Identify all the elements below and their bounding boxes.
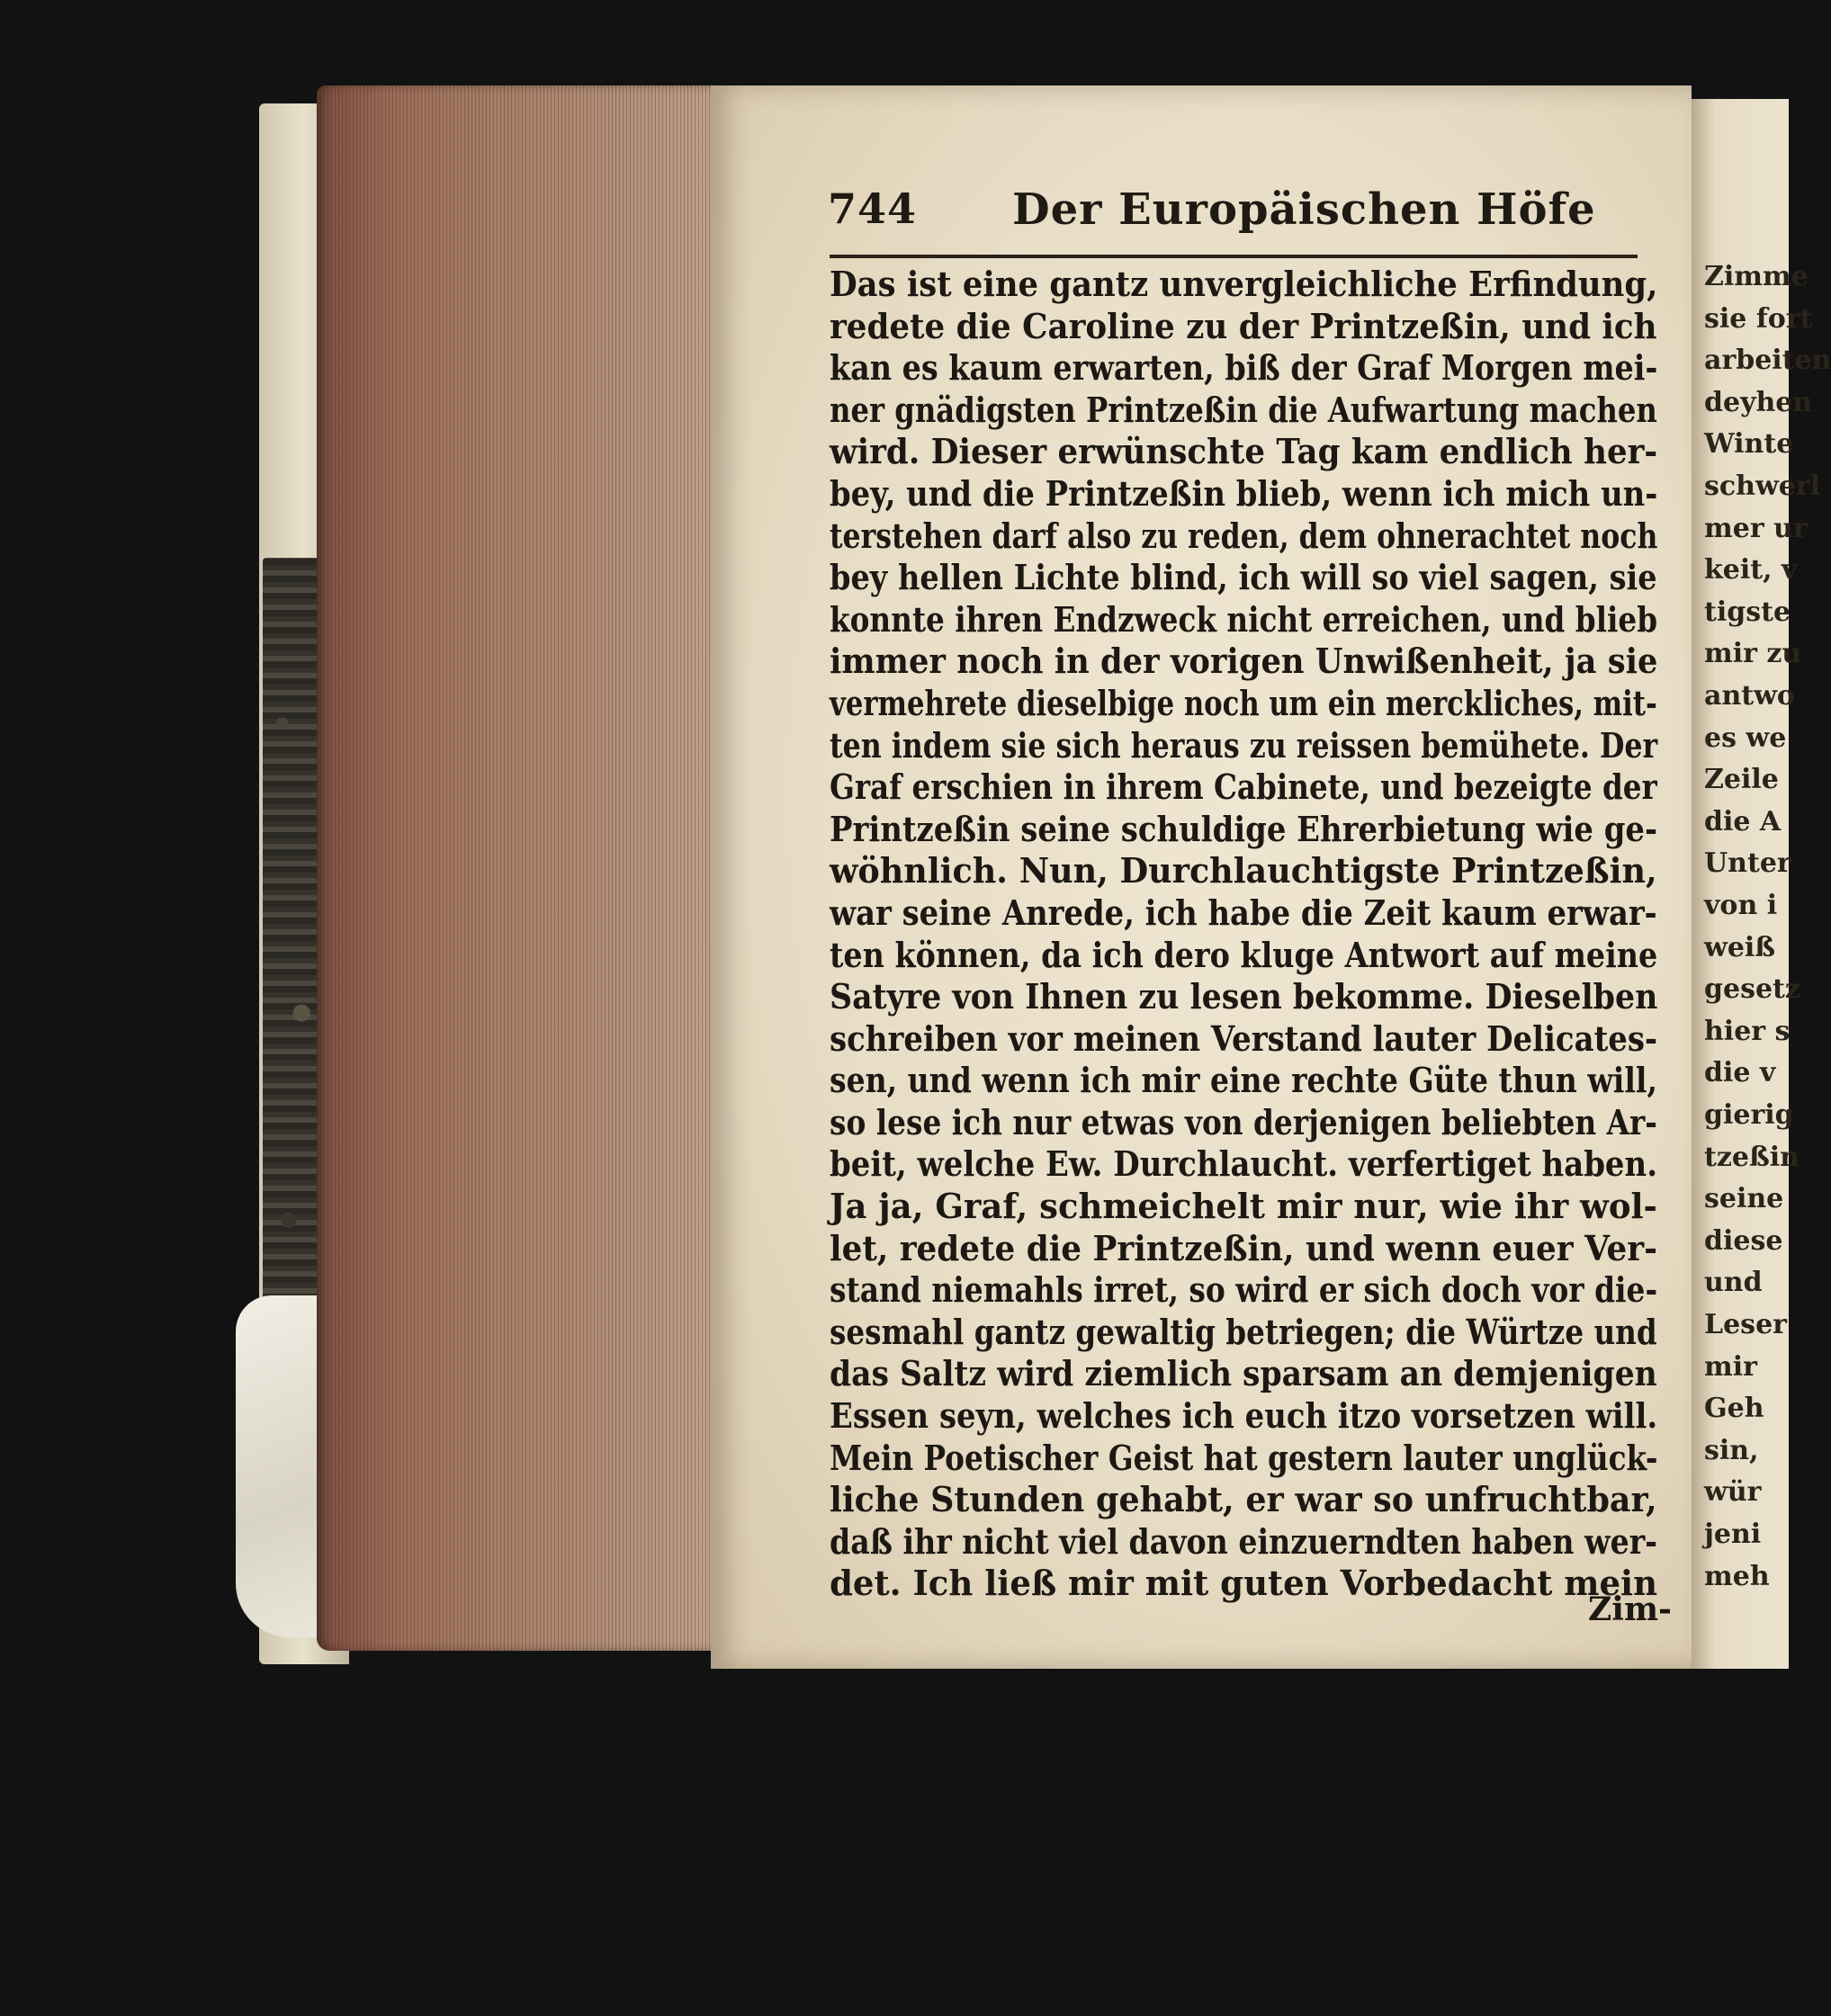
facing-page-line: mer ur [1704,512,1808,544]
facing-page-line: keit, v [1704,554,1798,587]
facing-page-line: Zimme [1704,261,1809,292]
text-line: ten können, da ich dero kluge Antwort auf meine [830,934,1658,975]
running-head [828,184,1638,242]
facing-page-line: mir [1704,1350,1757,1383]
text-line: Mein Poetischer Geist hat gestern lauter unglück- [830,1437,1658,1478]
facing-page-line: meh [1704,1560,1770,1592]
facing-page-line: antwo [1704,680,1795,712]
text-line: beit, welche Ew. Durchlaucht. verfertiget haben. [830,1143,1658,1185]
text-line: das Saltz wird ziemlich sparsam an demjenigen [830,1353,1657,1394]
facing-page-line: tigste [1704,596,1791,628]
facing-page-line: die A [1704,805,1782,838]
text-line: det. Ich ließ mir mit guten Vorbedacht mein [830,1563,1658,1604]
text-line: konnte ihren Endzweck nicht erreichen, und blieb [830,598,1658,640]
facing-page-line: tzeßin [1704,1141,1800,1173]
facing-page-line: deyhen [1704,386,1813,418]
text-line: Printzeßin seine schuldige Ehrerbietung wie ge- [830,808,1658,849]
facing-page-line: und [1704,1267,1763,1299]
facing-page-line: Winte [1704,428,1794,461]
facing-page-line: schwerl [1704,470,1821,502]
facing-page-line: Geh [1704,1393,1764,1425]
text-line: Graf erschien in ihrem Cabinete, und bezeigte der [830,766,1657,808]
running-head-title: Der Europäischen Höfe [1012,184,1596,235]
facing-page-line: sie fort [1704,302,1813,335]
text-line: liche Stunden gehabt, er war so unfruchtbar, [830,1479,1657,1520]
catchword: Zim- [1588,1590,1672,1628]
text-line: war seine Anrede, ich habe die Zeit kaum erwar- [830,892,1657,933]
facing-page-line: die v [1704,1057,1776,1089]
facing-page-line: es we [1704,721,1787,754]
text-line: redete die Caroline zu der Printzeßin, und ich [830,305,1657,346]
text-line: let, redete die Printzeßin, und wenn euer Ver- [830,1227,1657,1268]
text-line: terstehen darf also zu reden, dem ohnerachtet noch [830,515,1658,556]
text-line: vermehrete dieselbige noch um ein merckliches, mit- [830,682,1657,723]
facing-page-line: von i [1704,890,1778,921]
body-text [830,264,1657,1605]
facing-page-line: mir zu [1704,638,1802,670]
facing-page-line: hier s [1704,1015,1791,1047]
text-line: Ja ja, Graf, schmeichelt mir nur, wie ihr wol- [830,1186,1657,1227]
facing-page-line: gesetz [1704,973,1800,1006]
text-line: wird. Dieser erwünschte Tag kam endlich her- [830,431,1658,472]
text-line: daß ihr nicht viel davon einzuerndten haben wer- [830,1520,1658,1562]
text-line: ten indem sie sich heraus zu reissen bemühete. Der [830,724,1658,766]
text-line: sen, und wenn ich mir eine rechte Güte thun will, [830,1060,1657,1101]
facing-page-line: diese [1704,1224,1783,1257]
page-block-edge [317,85,731,1651]
facing-page-line: Unter [1704,847,1791,880]
facing-page-fragment [1692,99,1831,1669]
facing-page-line: gierig [1704,1099,1794,1131]
text-line: so lese ich nur etwas von derjenigen beliebten Ar- [830,1101,1657,1142]
facing-page-line: arbeiten [1704,345,1831,377]
text-line: Essen seyn, welches ich euch itzo vorsetzen will. [830,1395,1658,1437]
facing-page-line: wür [1704,1476,1762,1509]
header-rule [830,255,1638,258]
text-line: Satyre von Ihnen zu lesen bekomme. Dieselben [830,976,1658,1017]
text-line: immer noch in der vorigen Unwißenheit, ja sie [830,641,1658,682]
text-line: sesmahl gantz gewaltig betriegen; die Würtze und [830,1311,1657,1352]
text-line: kan es kaum erwarten, biß der Graf Morgen mei- [830,347,1658,389]
text-line: schreiben vor meinen Verstand lauter Delicates- [830,1017,1658,1059]
text-line: wöhnlich. Nun, Durchlauchtigste Printzeßin, [830,850,1657,892]
text-line: bey, und die Printzeßin blieb, wenn ich mich un- [830,472,1658,514]
text-line: stand niemahls irret, so wird er sich doch vor die- [830,1269,1658,1311]
text-line: ner gnädigsten Printzeßin die Aufwartung machen [830,389,1657,430]
facing-page-line: sin, [1704,1434,1759,1466]
text-line: bey hellen Lichte blind, ich will so viel sagen, sie [830,557,1657,598]
text-line: Das ist eine gantz unvergleichliche Erfindung, [830,264,1658,304]
page-number: 744 [828,184,918,233]
facing-page-line: seine [1704,1183,1784,1215]
facing-page-line: Zeile [1704,764,1779,796]
facing-page-line: jeni [1704,1519,1762,1550]
facing-page-line: weiß [1704,931,1776,963]
facing-page-line: Leser [1704,1309,1787,1340]
